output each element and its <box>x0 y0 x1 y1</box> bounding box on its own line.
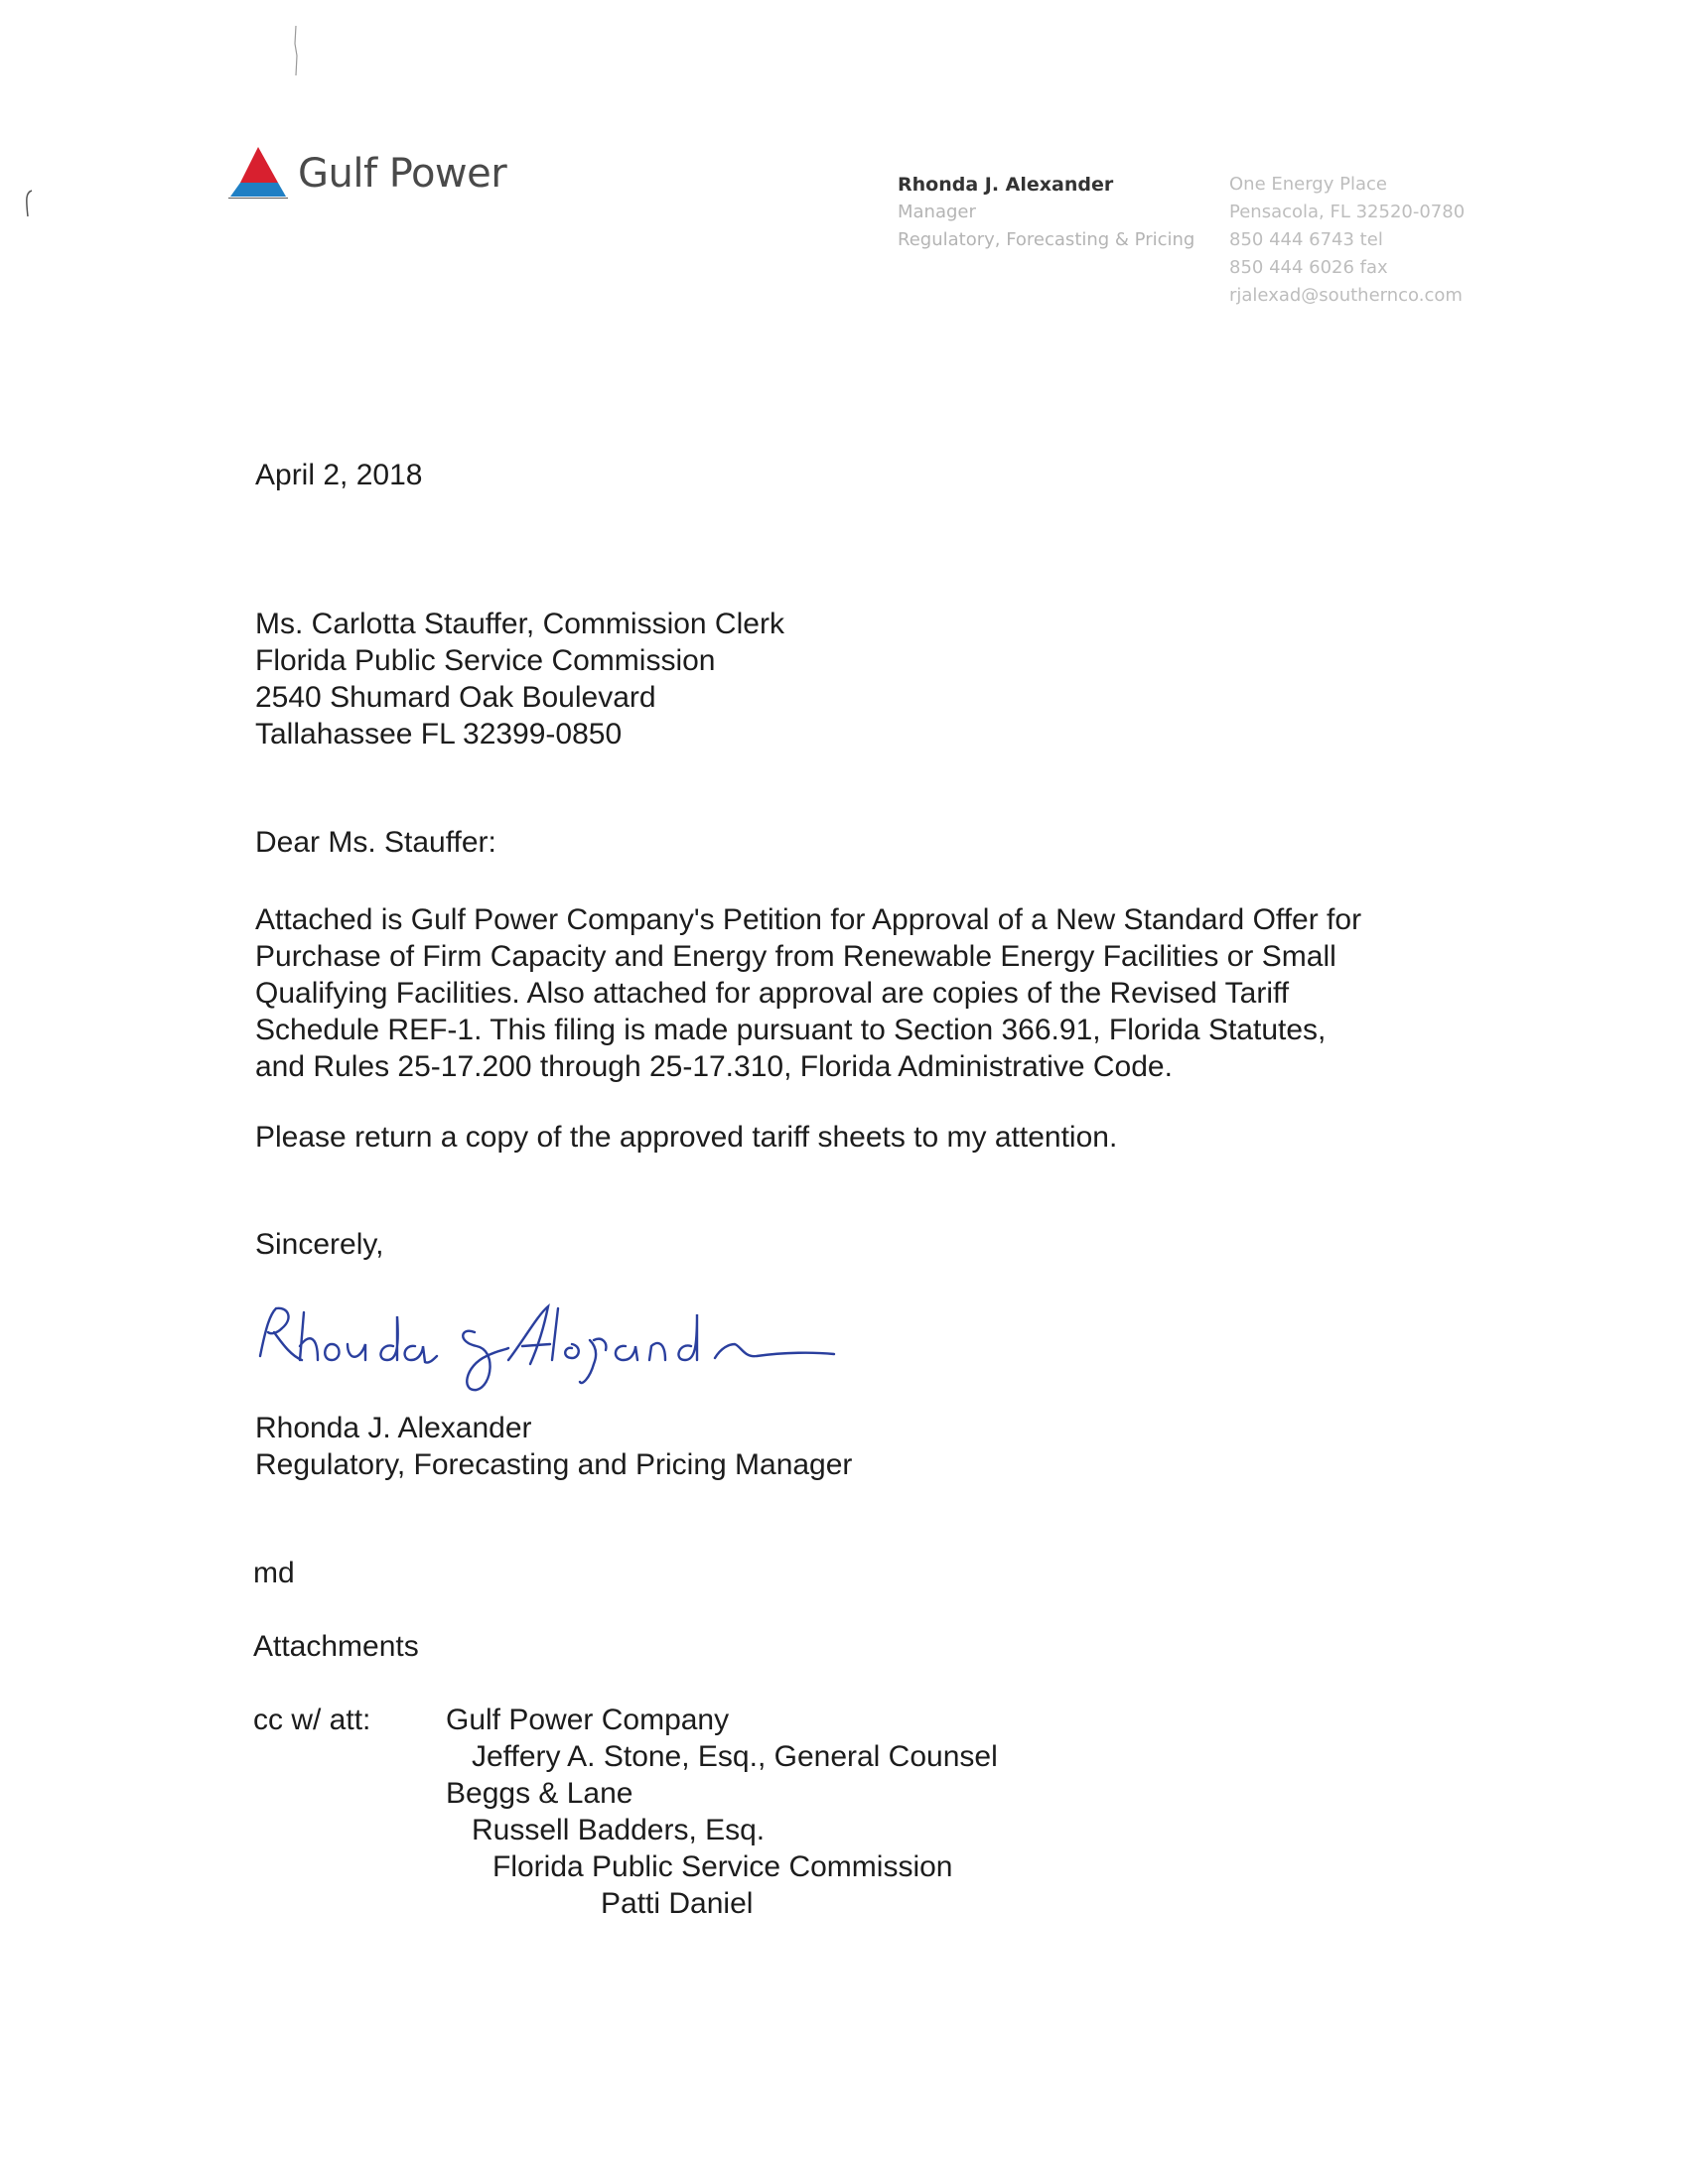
recipient-line: Florida Public Service Commission <box>255 644 716 677</box>
cc-item: Patti Daniel <box>601 1887 754 1920</box>
scan-mark <box>294 26 298 75</box>
salutation: Dear Ms. Stauffer: <box>255 826 496 859</box>
cc-list <box>446 1702 998 1922</box>
cc-item: Florida Public Service Commission <box>492 1850 953 1883</box>
signer-name: Rhonda J. Alexander <box>255 1412 532 1444</box>
paragraph-line: and Rules 25-17.200 through 25-17.310, Florida Administrative Code. <box>255 1050 1173 1083</box>
cc-item: Russell Badders, Esq. <box>472 1814 766 1846</box>
cc-item: Gulf Power Company <box>446 1704 730 1736</box>
sender-block <box>898 171 1194 254</box>
body-paragraph-2: Please return a copy of the approved tariff sheets to my attention. <box>255 1121 1118 1154</box>
attachments-note: Attachments <box>253 1630 419 1663</box>
cc-item: Jeffery A. Stone, Esq., General Counsel <box>472 1740 998 1773</box>
recipient-line: Tallahassee FL 32399-0850 <box>255 718 623 751</box>
sender-department: Regulatory, Forecasting & Pricing <box>898 229 1195 250</box>
email: rjalexad@southernco.com <box>1229 285 1463 306</box>
signer-block <box>255 1410 852 1483</box>
recipient-line: Ms. Carlotta Stauffer, Commission Clerk <box>255 608 784 640</box>
sender-title: Manager <box>898 202 976 222</box>
sender-name: Rhonda J. Alexander <box>898 174 1114 196</box>
recipient-address <box>255 606 784 752</box>
letter-date: April 2, 2018 <box>255 459 423 491</box>
paragraph-line: Attached is Gulf Power Company's Petition for Approval of a New Standard Offer for <box>255 903 1362 936</box>
signer-title: Regulatory, Forecasting and Pricing Manager <box>255 1448 853 1481</box>
company-name: Gulf Power <box>298 151 507 197</box>
paragraph-line: Purchase of Firm Capacity and Energy from Renewable Energy Facilities or Small <box>255 940 1336 973</box>
contact-block <box>1229 171 1465 310</box>
cc-item: Beggs & Lane <box>446 1777 633 1810</box>
gulf-power-logo-icon <box>228 147 288 199</box>
paragraph-line: Schedule REF-1. This filing is made pursuant to Section 366.91, Florida Statutes, <box>255 1014 1327 1046</box>
fax: 850 444 6026 fax <box>1229 257 1388 278</box>
address-line1: One Energy Place <box>1229 174 1387 195</box>
scan-mark <box>22 189 36 218</box>
closing: Sincerely, <box>255 1228 384 1261</box>
typist-initials: md <box>253 1557 295 1589</box>
body-paragraph <box>255 901 1361 1085</box>
cc-label: cc w/ att: <box>253 1704 371 1736</box>
paragraph-line: Qualifying Facilities. Also attached for approval are copies of the Revised Tariff <box>255 977 1290 1010</box>
recipient-line: 2540 Shumard Oak Boulevard <box>255 681 656 714</box>
handwritten-signature <box>248 1287 844 1396</box>
phone: 850 444 6743 tel <box>1229 229 1383 250</box>
address-line2: Pensacola, FL 32520-0780 <box>1229 202 1466 222</box>
company-logo <box>228 143 516 203</box>
